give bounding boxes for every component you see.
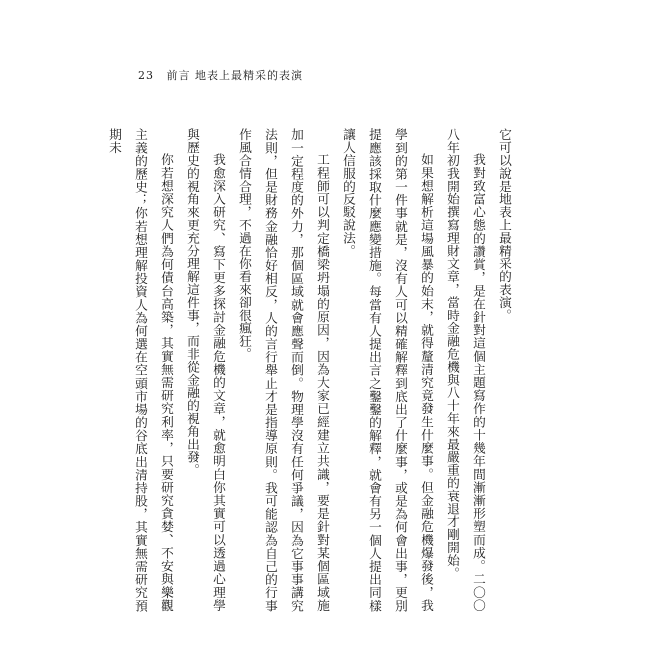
paragraph: 我愈深入研究、寫下更多探討金融危機的文章，就愈明白你其實可以透過心理學與歷史的視角來更充分理解這件事，而非從金融的視角出發。 xyxy=(185,128,226,612)
paragraph: 如果想解析這場風暴的始末，就得釐清究竟發生什麼事。但金融危機爆發後，我學到的第一件事就是，沒有人可以精確解釋到底出了什麼事，或是為何會出事，更別提應該採取什麼應變措施。每當有人提出言之鑿鑿的解釋，就會有另一個人提出同樣讓人信服的反駁說法。 xyxy=(341,128,434,612)
running-header xyxy=(138,67,303,83)
page-number: 23 xyxy=(138,69,154,82)
chapter-title: 地表上最精采的表演 xyxy=(195,69,303,82)
paragraph: 我對致富心態的讚賞，是在針對這個主題寫作的十幾年間漸漸形塑而成。二〇〇八年初我開始撰寫理財文章，當時金融危機與八十年來最嚴重的衰退才剛開始。 xyxy=(445,128,486,612)
section-label: 前言 xyxy=(166,69,191,82)
paragraph: 它可以說是地表上最精采的表演。 xyxy=(497,128,512,322)
paragraph: 你若想深究人們為何債台高築，其實無需研究利率，只要研究貪婪、不安與樂觀主義的歷史；你若想理解投資人為何選在空頭市場的谷底出清持股，其實無需研究預期未 xyxy=(107,128,174,612)
body-text-column xyxy=(101,128,517,612)
paragraph: 工程師可以判定橋梁坍塌的原因，因為大家已經建立共識，要是針對某個區域施加一定程度的外力，那個區域就會應聲而倒。物理學沒有任何爭議，因為它事事講究法則，但是財務金融恰好相反，人的言行舉止才是指導原則。我可能認為自己的行事作風合情合理，不過在你看來卻很瘋狂。 xyxy=(237,128,330,612)
